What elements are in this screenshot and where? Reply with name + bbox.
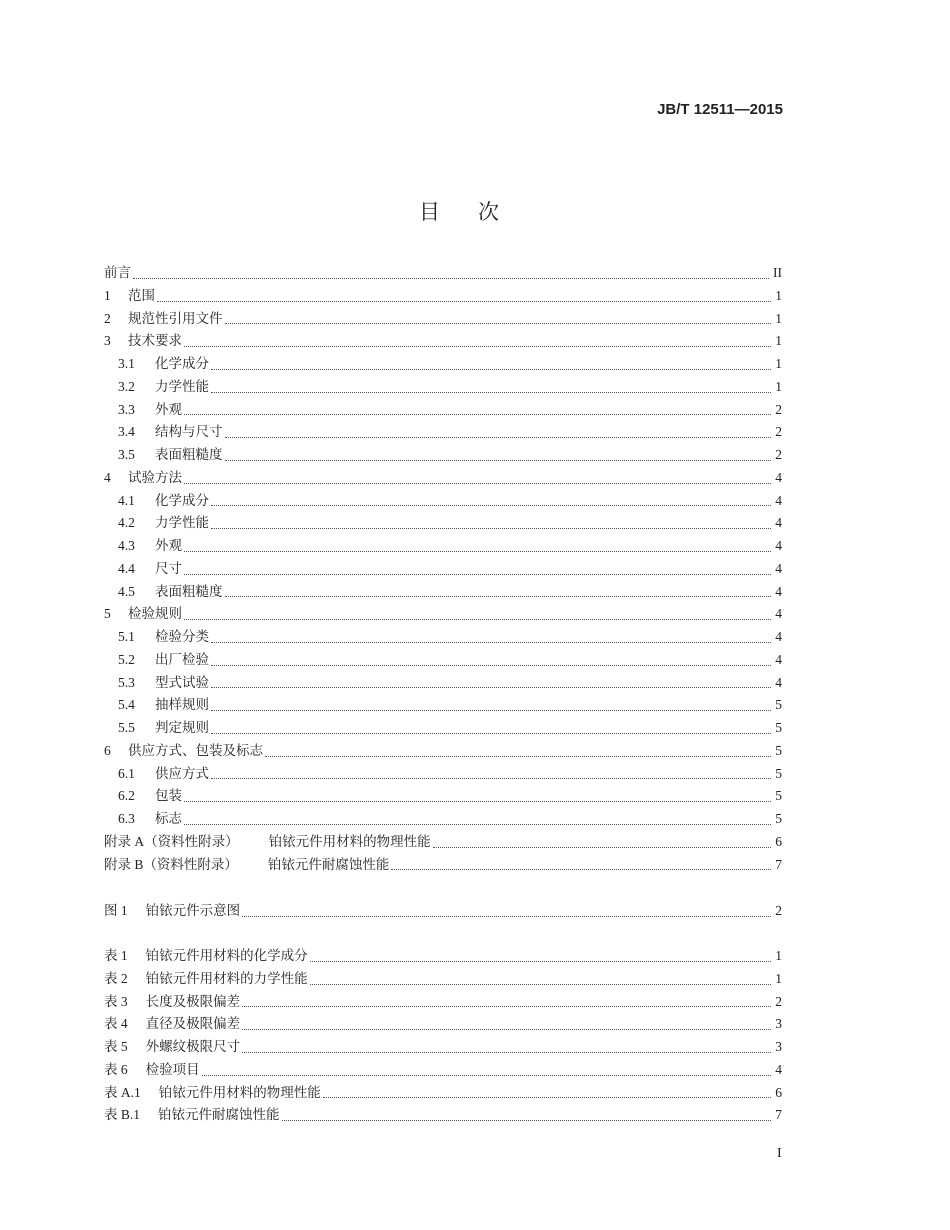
entry-title: 化学成分	[155, 356, 209, 371]
entry-number: 4.1	[118, 492, 135, 508]
toc-entry[interactable]	[104, 421, 782, 444]
dot-leader	[184, 574, 771, 575]
toc-entry[interactable]	[104, 717, 782, 740]
entry-page-number: 1	[775, 287, 782, 303]
entry-page-number: 4	[775, 1061, 782, 1077]
entry-page-number: 2	[775, 424, 782, 440]
entry-number: 表 2	[104, 970, 128, 986]
toc-entry[interactable]	[104, 968, 782, 991]
dot-leader	[211, 733, 771, 734]
dot-leader	[323, 1097, 772, 1098]
entry-number: 表 4	[104, 1016, 128, 1032]
dot-leader	[225, 596, 772, 597]
entry-title: 抽样规则	[155, 697, 209, 713]
entry-page-number: 4	[775, 674, 782, 690]
entry-number: 5.4	[118, 697, 135, 713]
entry-title: 包装	[155, 788, 182, 804]
toc-entry[interactable]	[104, 831, 782, 854]
entry-title: 结构与尺寸	[155, 424, 223, 440]
entry-title: 型式试验	[155, 674, 209, 690]
dot-leader	[184, 551, 771, 552]
entry-title: 直径及极限偏差	[145, 1016, 241, 1032]
entry-page-number: 5	[775, 788, 782, 804]
dot-leader	[211, 369, 771, 370]
toc-entry[interactable]	[104, 1036, 782, 1059]
entry-page-number: 4	[775, 492, 782, 508]
toc-entry[interactable]	[104, 399, 782, 422]
entry-page-number: 4	[775, 515, 782, 531]
toc-entry[interactable]	[104, 581, 782, 604]
entry-title: 铂铱元件耐腐蚀性能	[267, 856, 390, 872]
dot-leader	[310, 984, 772, 985]
entry-number: 3.3	[118, 401, 135, 417]
entry-number: 5.2	[118, 651, 135, 667]
dot-leader	[184, 801, 771, 802]
dot-leader	[225, 323, 772, 324]
entry-number: 表 3	[104, 993, 128, 1009]
toc-entry[interactable]	[104, 740, 782, 763]
entry-page-number: 1	[775, 970, 782, 986]
entry-number: 附录 A（资料性附录）	[104, 833, 239, 849]
dot-leader	[211, 665, 771, 666]
entry-title: 检验项目	[145, 1061, 200, 1077]
entry-page-number: 4	[775, 469, 782, 485]
table-of-contents	[104, 262, 782, 876]
dot-leader	[242, 1006, 771, 1007]
dot-leader	[157, 301, 771, 302]
entry-page-number: 5	[775, 742, 782, 758]
toc-entry[interactable]	[104, 444, 782, 467]
entry-number: 6	[104, 742, 111, 758]
page-number: I	[777, 1146, 782, 1161]
entry-page-number: 4	[775, 651, 782, 667]
entry-number: 1	[104, 287, 111, 303]
toc-entry[interactable]	[104, 1059, 782, 1082]
entry-title: 铂铱元件用材料的化学成分	[145, 948, 308, 963]
toc-entry[interactable]	[104, 1104, 782, 1127]
entry-page-number: 7	[775, 1107, 782, 1123]
entry-number: 6.3	[118, 811, 135, 826]
entry-title: 判定规则	[155, 720, 209, 735]
dot-leader	[211, 687, 771, 688]
entry-number: 4.5	[118, 583, 135, 599]
toc-entry[interactable]	[104, 1082, 782, 1105]
dot-leader	[433, 847, 772, 848]
dot-leader	[225, 460, 772, 461]
entry-page-number: 2	[775, 993, 782, 1009]
entry-page-number: 4	[775, 629, 782, 644]
entry-number: 附录 B（资料性附录）	[104, 856, 238, 872]
toc-entry[interactable]	[104, 649, 782, 672]
entry-number: 5.5	[118, 720, 135, 735]
entry-number: 3	[104, 333, 111, 349]
entry-number: 5	[104, 606, 111, 622]
entry-number: 表 5	[104, 1039, 128, 1054]
toc-entry[interactable]	[104, 945, 782, 968]
toc-entry[interactable]	[104, 558, 782, 581]
toc-entry[interactable]	[104, 694, 782, 717]
entry-page-number: 1	[775, 948, 782, 963]
entry-title: 规范性引用文件	[128, 310, 223, 326]
toc-entry[interactable]	[104, 535, 782, 558]
toc-entry[interactable]	[104, 808, 782, 831]
entry-number: 3.1	[118, 356, 135, 371]
entry-page-number: 2	[775, 447, 782, 462]
toc-entry[interactable]	[104, 353, 782, 376]
dot-leader	[184, 346, 771, 347]
list-of-figures	[104, 900, 782, 923]
entry-page-number: 6	[775, 833, 782, 849]
entry-title: 铂铱元件用材料的物理性能	[158, 1084, 321, 1100]
dot-leader	[310, 961, 772, 962]
entry-number: 4.4	[118, 560, 135, 576]
entry-number: 4.2	[118, 515, 135, 531]
toc-entry[interactable]	[104, 467, 782, 490]
dot-leader	[133, 278, 769, 279]
toc-entry[interactable]	[104, 900, 782, 923]
entry-number: 2	[104, 310, 111, 326]
dot-leader	[282, 1120, 772, 1121]
entry-title: 供应方式、包装及标志	[128, 742, 263, 758]
entry-title: 表面粗糙度	[155, 583, 223, 599]
entry-title: 表面粗糙度	[155, 447, 223, 462]
entry-page-number: 5	[775, 697, 782, 713]
entry-number: 图 1	[104, 903, 128, 918]
entry-number: 5.3	[118, 674, 135, 690]
entry-number: 3.4	[118, 424, 135, 440]
entry-page-number: 1	[775, 310, 782, 326]
entry-number: 6.2	[118, 788, 135, 804]
dot-leader	[242, 916, 771, 917]
entry-title: 外观	[155, 538, 182, 553]
entry-number: 4.3	[118, 538, 135, 553]
entry-number: 表 B.1	[104, 1107, 141, 1123]
toc-entry[interactable]	[104, 763, 782, 786]
entry-page-number: 1	[775, 333, 782, 349]
entry-page-number: 1	[775, 378, 782, 394]
entry-title: 技术要求	[128, 333, 182, 349]
dot-leader	[184, 824, 771, 825]
list-of-tables	[104, 945, 782, 1127]
standard-code: JB/T 12511—2015	[657, 101, 783, 118]
toc-entry[interactable]	[104, 308, 782, 331]
entry-page-number: 3	[775, 1039, 782, 1054]
entry-page-number: 5	[775, 765, 782, 781]
entry-title: 力学性能	[155, 515, 209, 531]
dot-leader	[391, 869, 771, 870]
entry-title: 标志	[155, 811, 182, 826]
entry-page-number: 4	[775, 538, 782, 553]
entry-title: 铂铱元件示意图	[145, 903, 241, 918]
toc-entry[interactable]	[104, 672, 782, 695]
entry-title: 长度及极限偏差	[145, 993, 241, 1009]
entry-title: 检验分类	[155, 629, 209, 644]
entry-number: 表 1	[104, 948, 128, 963]
entry-title: 检验规则	[128, 606, 182, 622]
page-title: 目次	[419, 200, 537, 224]
entry-page-number: 5	[775, 720, 782, 735]
dot-leader	[242, 1029, 771, 1030]
entry-title: 尺寸	[155, 560, 182, 576]
entry-title: 铂铱元件耐腐蚀性能	[158, 1107, 280, 1123]
toc-entry[interactable]	[104, 285, 782, 308]
toc-entry[interactable]	[104, 626, 782, 649]
toc-entry[interactable]	[104, 991, 782, 1014]
entry-title: 力学性能	[155, 378, 209, 394]
dot-leader	[242, 1052, 771, 1053]
entry-title: 范围	[128, 287, 155, 303]
toc-entry[interactable]	[104, 376, 782, 399]
entry-page-number: 5	[775, 811, 782, 826]
toc-entry[interactable]	[104, 490, 782, 513]
entry-number: 表 A.1	[104, 1084, 141, 1100]
entry-title: 铂铱元件用材料的物理性能	[268, 833, 431, 849]
entry-number: 表 6	[104, 1061, 128, 1077]
dot-leader	[184, 483, 771, 484]
entry-title: 化学成分	[155, 492, 209, 508]
entry-number: 3.2	[118, 378, 135, 394]
toc-entry[interactable]	[104, 603, 782, 626]
entry-page-number: 6	[775, 1084, 782, 1100]
entry-title: 出厂检验	[155, 651, 209, 667]
entry-title: 前言	[104, 265, 131, 280]
entry-page-number: 2	[775, 401, 782, 417]
entry-title: 铂铱元件用材料的力学性能	[145, 970, 308, 986]
entry-number: 4	[104, 469, 111, 485]
entry-page-number: II	[773, 265, 782, 280]
dot-leader	[265, 756, 771, 757]
dot-leader	[184, 619, 771, 620]
entry-title: 外螺纹极限尺寸	[145, 1039, 241, 1054]
entry-page-number: 7	[775, 856, 782, 872]
toc-entry[interactable]	[104, 330, 782, 353]
entry-number: 6.1	[118, 765, 135, 781]
dot-leader	[211, 778, 771, 779]
dot-leader	[211, 392, 771, 393]
toc-entry[interactable]	[104, 1013, 782, 1036]
toc-entry[interactable]	[104, 785, 782, 808]
entry-title: 试验方法	[128, 469, 182, 485]
entry-number: 5.1	[118, 629, 135, 644]
dot-leader	[211, 710, 771, 711]
entry-page-number: 4	[775, 583, 782, 599]
entry-title: 供应方式	[155, 765, 209, 781]
entry-page-number: 3	[775, 1016, 782, 1032]
dot-leader	[211, 505, 771, 506]
dot-leader	[202, 1075, 772, 1076]
entry-page-number: 4	[775, 606, 782, 622]
dot-leader	[184, 414, 771, 415]
dot-leader	[211, 642, 771, 643]
toc-entry[interactable]	[104, 854, 782, 877]
entry-page-number: 4	[775, 560, 782, 576]
dot-leader	[211, 528, 771, 529]
dot-leader	[225, 437, 772, 438]
toc-entry[interactable]	[104, 262, 782, 285]
entry-title: 外观	[155, 401, 182, 417]
toc-entry[interactable]	[104, 512, 782, 535]
entry-page-number: 1	[775, 356, 782, 371]
entry-number: 3.5	[118, 447, 135, 462]
entry-page-number: 2	[775, 903, 782, 918]
